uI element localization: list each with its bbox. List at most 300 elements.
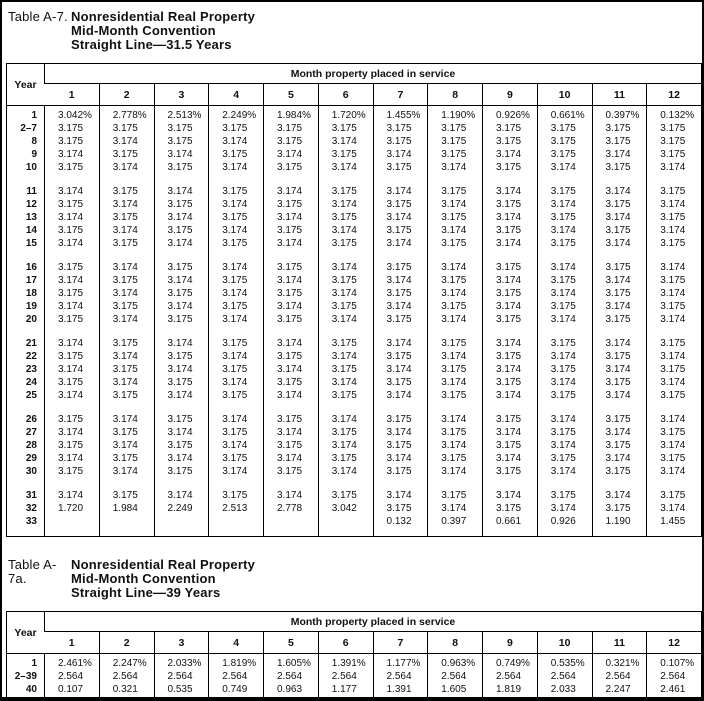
rate-cell: 3.174 [264,337,319,350]
rate-cell: 3.174 [209,313,264,326]
rate-cell: 2.564 [154,670,209,683]
rate-cell: 3.175 [45,350,100,363]
spacer-cell [647,174,702,185]
spacer-cell [99,478,154,489]
table-row [7,452,702,465]
rate-cell: 3.175 [537,337,592,350]
rate-cell: 3.174 [318,465,373,478]
table-a7-title-line-3: Straight Line—31.5 Years [71,37,232,52]
rate-cell: 1.984 [99,502,154,515]
rate-cell: 0.107% [647,654,702,671]
rate-cell: 3.174 [483,389,538,402]
spacer-cell [647,478,702,489]
rate-cell: 3.174 [428,224,483,237]
rate-cell: 3.175 [45,198,100,211]
rate-cell: 3.174 [592,274,647,287]
rate-cell: 3.174 [209,224,264,237]
rate-cell: 3.175 [154,350,209,363]
rate-cell: 3.175 [373,161,428,174]
rate-cell: 3.174 [647,198,702,211]
year-cell: 27 [25,427,37,438]
rate-cell: 3.175 [373,465,428,478]
spacer-cell [537,478,592,489]
rate-cell: 3.175 [264,198,319,211]
rate-cell: 3.175 [647,237,702,250]
rate-cell: 2.247% [99,654,154,671]
spacer-cell [154,326,209,337]
table-row [7,502,702,515]
spacer-cell [209,174,264,185]
table-row [7,376,702,389]
rate-cell: 1.391 [373,683,428,701]
table-header [7,64,702,106]
rate-cell: 3.175 [537,237,592,250]
month-column-header: 4 [209,632,264,654]
rate-cell: 3.175 [428,122,483,135]
spacer-cell [154,250,209,261]
rate-cell: 3.174 [318,287,373,300]
month-column-header: 2 [99,632,154,654]
rate-cell: 3.175 [99,148,154,161]
rate-cell: 1.177% [373,654,428,671]
rate-cell: 3.175 [154,376,209,389]
rate-cell: 3.174 [373,489,428,502]
rate-cell: 3.175 [537,122,592,135]
rate-cell: 3.174 [483,211,538,224]
rate-cell: 3.174 [647,261,702,274]
rate-cell: 3.174 [537,465,592,478]
table-row [7,426,702,439]
rate-cell [318,515,373,537]
rate-cell: 3.175 [483,161,538,174]
rate-cell: 3.174 [373,237,428,250]
rate-cell: 3.175 [154,135,209,148]
rate-cell: 3.175 [592,261,647,274]
year-cell: 2–7 [20,123,37,134]
rate-cell: 3.175 [592,135,647,148]
rate-cell: 3.175 [537,426,592,439]
rate-cell: 3.175 [592,502,647,515]
rate-cell: 3.174 [647,439,702,452]
rate-cell: 1.720% [318,106,373,123]
rate-cell: 3.174 [537,261,592,274]
rate-cell: 3.175 [592,413,647,426]
table-a7-title [71,10,255,52]
rate-cell: 3.175 [483,502,538,515]
rate-cell: 3.174 [483,185,538,198]
rate-cell: 3.175 [99,389,154,402]
rate-cell: 3.175 [483,465,538,478]
rate-cell: 3.174 [647,350,702,363]
rate-cell: 2.564 [428,670,483,683]
rate-cell: 3.174 [592,337,647,350]
rate-cell: 3.175 [154,224,209,237]
month-column-header: 5 [264,84,319,106]
rate-cell: 3.174 [45,300,100,313]
rate-cell: 3.175 [647,274,702,287]
rate-cell: 3.175 [537,452,592,465]
rate-cell: 3.175 [428,135,483,148]
rate-cell: 3.174 [264,489,319,502]
year-cell: 24 [25,377,37,388]
rate-cell: 3.175 [318,300,373,313]
rate-cell: 3.175 [45,287,100,300]
rate-cell: 3.175 [45,376,100,389]
spacer-cell [318,326,373,337]
spacer-cell [373,250,428,261]
year-cell: 21 [25,338,37,349]
spacer-cell [99,402,154,413]
rate-cell: 3.174 [592,363,647,376]
rate-cell: 3.174 [318,313,373,326]
rate-cell: 0.963 [264,683,319,701]
spacer-row [7,478,702,489]
rate-cell: 3.175 [318,148,373,161]
rate-cell: 3.175 [647,148,702,161]
spacer-cell [154,174,209,185]
rate-cell: 3.175 [647,135,702,148]
spacer-cell [592,250,647,261]
rate-cell: 3.175 [592,465,647,478]
rate-cell: 3.175 [264,313,319,326]
spacer-cell [45,326,100,337]
year-cell: 12 [25,199,37,210]
spacer-cell [647,326,702,337]
rate-cell: 3.174 [537,198,592,211]
rate-cell: 3.175 [537,274,592,287]
rate-cell: 3.175 [373,224,428,237]
rate-cell: 0.749% [483,654,538,671]
rate-cell: 3.174 [537,502,592,515]
rate-cell: 3.174 [45,389,100,402]
rate-cell: 0.661% [537,106,592,123]
spacer-cell [592,174,647,185]
table-row [7,465,702,478]
table-a7a-title-line-3: Straight Line—39 Years [71,585,221,600]
year-cell: 25 [25,390,37,401]
year-cell: 30 [25,466,37,477]
rate-cell: 3.175 [45,161,100,174]
rate-cell: 3.174 [154,452,209,465]
rate-cell: 3.175 [209,489,264,502]
year-cell: 11 [26,186,37,197]
rate-cell: 3.175 [483,122,538,135]
header-row [7,612,702,632]
table-row [7,274,702,287]
spacer-cell [99,326,154,337]
rate-cell: 3.174 [428,350,483,363]
rate-cell: 3.175 [647,363,702,376]
rate-cell: 3.175 [647,211,702,224]
rate-cell: 3.175 [537,135,592,148]
rate-cell: 3.175 [373,198,428,211]
spacer-cell [483,402,538,413]
rate-cell: 3.174 [647,161,702,174]
rate-cell: 3.042% [45,106,100,123]
table-row [7,287,702,300]
rate-cell: 3.174 [592,148,647,161]
rate-cell: 3.175 [45,224,100,237]
rate-cell [264,515,319,537]
rate-cell: 3.174 [428,502,483,515]
rate-cell: 1.190% [428,106,483,123]
rate-cell: 3.175 [537,389,592,402]
year-cell: 33 [25,516,37,527]
table-row [7,389,702,402]
rate-cell: 3.175 [592,313,647,326]
table-a7-caption [8,10,698,52]
rate-cell: 3.174 [537,161,592,174]
rate-cell: 3.174 [373,274,428,287]
rate-cell: 1.720 [45,502,100,515]
table-row [7,439,702,452]
rate-cell: 3.175 [373,135,428,148]
rate-cell: 3.174 [99,413,154,426]
spacer-cell [264,326,319,337]
rate-cell: 3.174 [209,135,264,148]
rate-cell: 3.174 [373,148,428,161]
spacer-cell [373,402,428,413]
spacer-cell [592,478,647,489]
rate-cell [99,515,154,537]
rate-cell: 3.174 [209,261,264,274]
rate-cell: 3.175 [209,363,264,376]
rate-cell: 3.174 [99,224,154,237]
rate-cell: 3.175 [537,211,592,224]
year-cell: 29 [25,453,37,464]
rate-cell: 3.175 [45,439,100,452]
rate-cell: 3.174 [537,376,592,389]
spacer-cell [373,478,428,489]
spacer-cell [7,250,45,261]
table-a7 [6,63,702,537]
spacer-cell [264,402,319,413]
rate-cell: 3.175 [373,313,428,326]
rate-cell: 3.175 [209,274,264,287]
rate-cell: 3.175 [154,313,209,326]
rate-cell: 3.175 [373,122,428,135]
table-row [7,363,702,376]
rate-cell: 3.175 [99,452,154,465]
rate-cell: 2.249% [209,106,264,123]
spacer-cell [318,402,373,413]
rate-cell: 3.174 [209,465,264,478]
spacer-cell [318,478,373,489]
year-cell: 1 [31,110,37,121]
table-header [7,612,702,654]
month-column-header: 6 [318,84,373,106]
spacer-cell [99,174,154,185]
rate-cell: 3.175 [373,261,428,274]
spacer-cell [373,326,428,337]
spacer-cell [209,402,264,413]
rate-cell: 3.175 [428,300,483,313]
rate-cell: 3.175 [318,185,373,198]
table-row [7,106,702,123]
rate-cell: 3.174 [209,287,264,300]
rate-cell: 3.174 [154,300,209,313]
rate-cell: 3.174 [264,274,319,287]
rate-cell: 3.174 [209,161,264,174]
rate-cell: 3.174 [99,198,154,211]
month-column-header: 12 [647,632,702,654]
rate-cell: 3.174 [647,287,702,300]
rate-cell: 3.175 [45,122,100,135]
table-row [7,237,702,250]
spacer-cell [99,250,154,261]
rate-cell: 3.175 [318,426,373,439]
rate-cell: 1.605% [264,654,319,671]
rate-cell: 2.564 [537,670,592,683]
spacer-cell [483,174,538,185]
spacer-cell [45,250,100,261]
table-a7a-label: Table A-7a. [8,557,57,586]
table-row [7,670,702,683]
rate-cell: 3.175 [647,185,702,198]
rate-cell: 3.174 [483,237,538,250]
table-row [7,515,702,537]
spacer-cell [209,250,264,261]
rate-cell: 3.175 [483,224,538,237]
rate-cell: 3.175 [483,198,538,211]
rate-cell: 3.175 [264,376,319,389]
rate-cell: 3.174 [318,161,373,174]
rate-cell: 3.175 [209,122,264,135]
rate-cell: 3.174 [209,413,264,426]
rate-cell: 3.174 [99,465,154,478]
rate-cell: 3.174 [537,350,592,363]
table-a7a-title [71,558,255,600]
rate-cell: 1.391% [318,654,373,671]
rate-cell: 2.564 [264,670,319,683]
rate-cell: 3.175 [592,122,647,135]
spacer-cell [7,402,45,413]
rate-cell: 0.321% [592,654,647,671]
spacer-cell [537,250,592,261]
rate-cell: 1.190 [592,515,647,537]
rate-cell: 3.175 [537,489,592,502]
rate-cell: 2.249 [154,502,209,515]
table-row [7,654,702,671]
rate-cell: 3.175 [318,122,373,135]
rate-cell: 3.174 [264,237,319,250]
year-column-header: Year [7,612,45,654]
rate-cell: 3.175 [209,389,264,402]
year-cell: 13 [25,212,37,223]
spacer-cell [45,402,100,413]
year-cell: 31 [25,490,37,501]
month-column-header: 3 [154,84,209,106]
rate-cell: 3.175 [154,413,209,426]
rate-cell: 0.107 [45,683,100,701]
rate-cell: 3.174 [428,198,483,211]
rate-cell: 3.174 [537,313,592,326]
rate-cell: 3.175 [428,363,483,376]
rate-cell: 3.175 [592,161,647,174]
rate-cell: 3.174 [264,300,319,313]
rate-cell: 0.535% [537,654,592,671]
month-column-header: 12 [647,84,702,106]
rate-cell: 3.174 [99,261,154,274]
rate-cell: 3.175 [99,185,154,198]
rate-cell: 3.175 [647,452,702,465]
rate-cell: 3.175 [99,300,154,313]
rate-cell: 2.564 [99,670,154,683]
rate-cell: 3.174 [592,211,647,224]
rate-cell: 3.174 [373,363,428,376]
rate-cell: 3.174 [537,413,592,426]
spacer-cell [264,250,319,261]
year-cell: 20 [25,314,37,325]
rate-cell: 3.175 [483,376,538,389]
rate-cell: 3.174 [99,439,154,452]
rate-cell: 0.535 [154,683,209,701]
spacer-cell [264,174,319,185]
month-span-header: Month property placed in service [45,612,702,632]
rate-cell: 3.175 [592,376,647,389]
header-row [7,64,702,84]
rate-cell: 3.175 [318,337,373,350]
rate-cell: 3.175 [45,135,100,148]
rate-cell: 3.175 [264,261,319,274]
table-a7a-caption [8,558,698,600]
year-cell: 9 [31,149,37,160]
year-cell: 16 [25,262,37,273]
rate-cell: 3.174 [264,389,319,402]
spacer-cell [318,174,373,185]
rate-cell: 3.175 [428,389,483,402]
rate-cell: 0.661 [483,515,538,537]
table-row [7,148,702,161]
spacer-cell [154,478,209,489]
rate-cell: 3.175 [373,439,428,452]
rate-cell: 3.174 [373,211,428,224]
rate-cell: 3.174 [373,426,428,439]
rate-cell: 3.174 [209,376,264,389]
rate-cell: 3.175 [154,465,209,478]
month-column-header: 9 [483,632,538,654]
rate-cell: 3.175 [99,363,154,376]
rate-cell: 3.175 [592,439,647,452]
spacer-cell [537,326,592,337]
month-column-header: 5 [264,632,319,654]
spacer-cell [318,250,373,261]
spacer-row [7,250,702,261]
rate-cell: 3.175 [264,413,319,426]
rate-cell: 3.174 [318,439,373,452]
rate-cell: 2.778 [264,502,319,515]
rate-cell: 3.175 [647,389,702,402]
year-cell: 18 [25,288,37,299]
table-row [7,313,702,326]
rate-cell: 3.174 [647,502,702,515]
rate-cell [154,515,209,537]
rate-cell [45,515,100,537]
spacer-cell [7,478,45,489]
rate-cell: 3.174 [264,452,319,465]
spacer-cell [592,326,647,337]
rate-cell: 3.175 [647,426,702,439]
spacer-cell [45,478,100,489]
rate-cell: 3.175 [318,363,373,376]
month-column-header: 4 [209,84,264,106]
rate-cell: 3.175 [264,350,319,363]
rate-cell: 3.175 [209,237,264,250]
spacer-cell [154,402,209,413]
rate-cell: 3.175 [537,300,592,313]
rate-cell: 3.174 [99,135,154,148]
rate-cell: 3.175 [373,350,428,363]
